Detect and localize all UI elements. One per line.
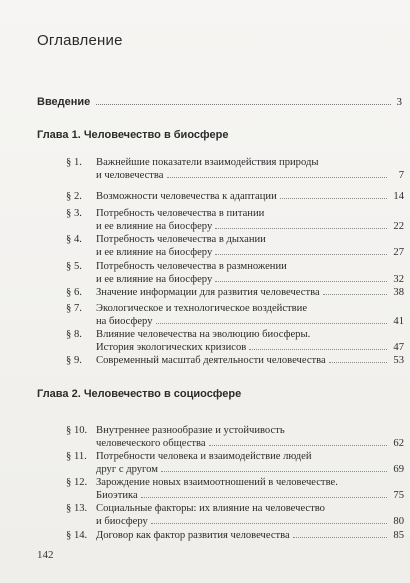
section-page: 85 [393,530,404,541]
section-title-line: Потребности человека и взаимодействие людей [96,451,312,462]
intro-entry [37,95,402,108]
section-page: 7 [398,170,404,182]
intro-page: 3 [396,96,402,108]
section-number: § 1. [66,157,82,168]
section-title-line: Важнейшие показатели взаимодействия природы [96,157,319,168]
section-page: 22 [393,221,404,233]
intro-label: Введение [37,96,91,108]
section-page: 80 [393,516,404,528]
dot-leader [156,315,388,324]
chapter-2-title: Глава 2. Человечество в социосфере [37,388,242,400]
dot-leader [96,95,390,105]
section-page: 62 [393,438,404,450]
section-page: 32 [393,274,404,286]
section-title-line: и ее влияние на биосферу [96,221,213,233]
section-number: § 5. [66,261,82,272]
dot-leader [209,437,387,446]
section-title-line: и ее влияние на биосферу [96,247,213,259]
section-number: § 10. [66,425,88,436]
dot-leader [329,354,387,363]
section-number: § 6. [66,287,82,298]
section-title-line: Экологическое и технологическое воздействие [96,303,308,314]
section-title-line: и ее влияние на биосферу [96,274,213,286]
dot-leader [167,169,388,178]
section-title-line: Зарождение новых взаимоотношений в человечестве. [96,477,338,488]
section-page: 53 [393,355,404,366]
dot-leader [215,220,387,229]
section-page: 75 [393,490,404,502]
dot-leader [151,515,387,524]
section-title-line: Возможности человечества к адаптации [96,191,277,202]
section-title-line: Договор как фактор развития человечества [96,530,290,541]
section-title-line: Социальные факторы: их влияние на человечество [96,503,325,514]
section-number: § 3. [66,208,82,219]
chapter-1-title: Глава 1. Человечество в биосфере [37,129,229,141]
section-title-line: Влияние человечества на эволюцию биосферы. [96,329,311,340]
dot-leader [280,190,387,199]
dot-leader [323,286,387,295]
section-page: 47 [393,342,404,354]
section-page: 69 [393,464,404,476]
section-title-line: Современный масштаб деятельности человечества [96,355,326,366]
section-title-line: и человечества [96,170,164,182]
section-number: § 9. [66,355,82,366]
section-title-line: друг с другом [96,464,158,476]
section-title-line: человеческого общества [96,438,206,450]
section-number: § 8. [66,329,82,340]
section-page: 27 [393,247,404,259]
section-number: § 2. [66,191,82,202]
section-page: 38 [393,287,404,298]
section-title-line: Внутреннее разнообразие и устойчивость [96,425,285,436]
section-number: § 13. [66,503,88,514]
section-number: § 7. [66,303,82,314]
section-title-line: на биосферу [96,316,153,328]
page-title: Оглавление [37,32,123,49]
section-title-line: Потребность человечества в размножении [96,261,287,272]
section-number: § 4. [66,234,82,245]
section-number: § 11. [66,451,87,462]
section-title-line: Потребность человечества в дыхании [96,234,266,245]
dot-leader [215,273,387,282]
section-title-line: Потребность человечества в питании [96,208,265,219]
page-number: 142 [37,549,54,561]
section-title-line: Значение информации для развития человечества [96,287,320,298]
section-title-line: Биоэтика [96,490,138,502]
dot-leader [215,246,387,255]
dot-leader [161,463,387,472]
section-title-line: и биосферу [96,516,148,528]
section-number: § 12. [66,477,88,488]
section-title-line: История экологических кризисов [96,342,247,354]
section-number: § 14. [66,530,88,541]
dot-leader [141,489,387,498]
dot-leader [293,529,387,538]
section-page: 14 [393,191,404,202]
section-page: 41 [393,316,404,328]
dot-leader [249,341,387,350]
